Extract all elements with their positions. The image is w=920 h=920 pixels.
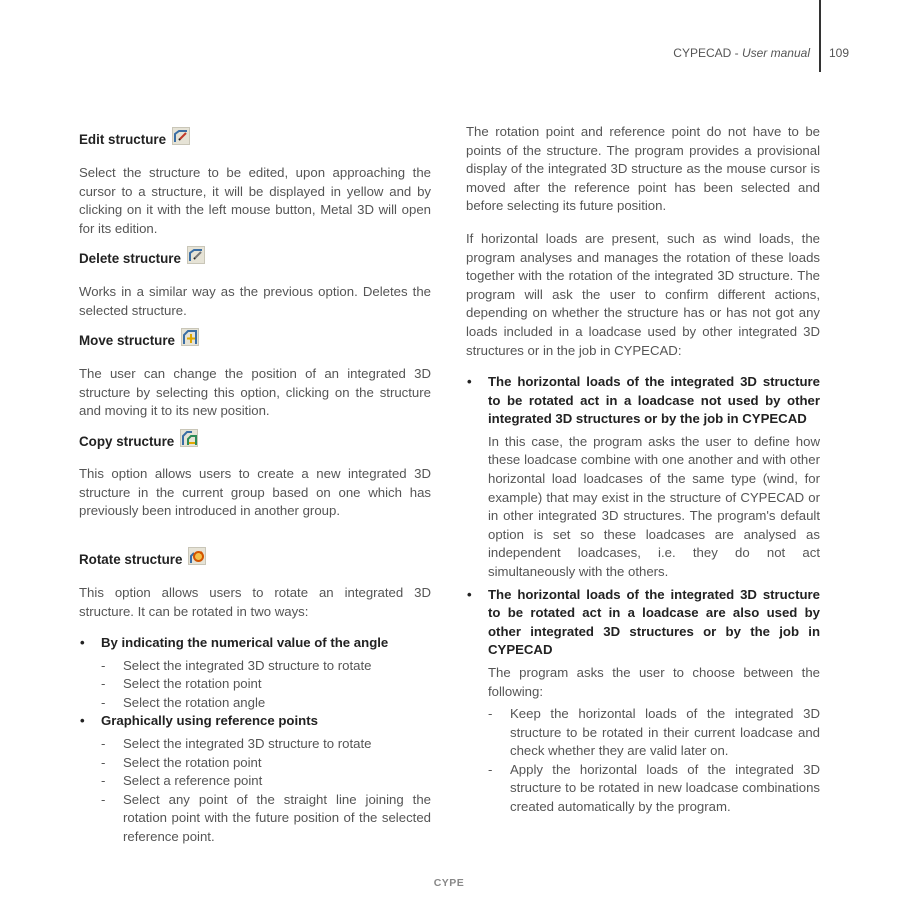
- case-also-used-text: The program asks the user to choose between the following:: [488, 664, 820, 699]
- graphical-steps: [79, 735, 431, 847]
- move-structure-text: The user can change the position of an integrated 3D structure by selecting this option, clicking on the structure and moving it to its new position.: [79, 366, 431, 419]
- copy-structure-heading: [79, 433, 431, 452]
- copy-structure-section: [79, 465, 431, 521]
- numerical-step: - Select the rotation point: [79, 675, 431, 694]
- numerical-steps: [79, 657, 431, 713]
- rotation-point-paragraph: [466, 123, 820, 216]
- rotate-structure-title: Rotate structure: [79, 552, 183, 567]
- load-case-list: [466, 373, 820, 817]
- horizontal-loads-paragraph: [466, 230, 820, 360]
- delete-structure-icon: [187, 246, 205, 264]
- edit-structure-section: [79, 164, 431, 238]
- graphical-step: - Select the integrated 3D structure to rotate: [79, 735, 431, 754]
- move-structure-icon: [181, 328, 199, 346]
- rotate-structure-icon: [188, 547, 206, 565]
- delete-structure-heading: [79, 250, 431, 269]
- delete-structure-title: Delete structure: [79, 251, 181, 266]
- header-product: CYPECAD: [673, 46, 732, 60]
- edit-structure-icon: [172, 127, 190, 145]
- case-not-used-text: In this case, the program asks the user to define how these loadcase combine with one another and with other horizontal load loadcases of the same type (wind, for example) that may exist in the structure of CYPECAD or in other integrated 3D structures. The program's default option is set so these loadcases are analysed as independent loadcases, i.e. they do not act simultaneously with the others.: [488, 433, 820, 579]
- move-structure-title: Move structure: [79, 333, 175, 348]
- rotate-methods-list: [79, 634, 431, 847]
- rotate-method-graphical: • Graphically using reference points: [79, 712, 431, 731]
- option-keep-loads: - Keep the horizontal loads of the integrated 3D structure to be rotated in their current loadcase and check whether they are valid later on.: [466, 705, 820, 761]
- edit-structure-title: Edit structure: [79, 132, 167, 147]
- case-also-used-label: • The horizontal loads of the integrated 3D structure to be rotated act in a loadcase are also used by other integrated 3D structures or by the job in CYPECAD: [466, 586, 820, 660]
- rotate-structure-section: [79, 584, 431, 621]
- graphical-step: - Select the rotation point: [79, 754, 431, 773]
- move-structure-heading: [79, 332, 431, 351]
- rotate-structure-text: This option allows users to rotate an integrated 3D structure. It can be rotated in two ways:: [79, 585, 431, 619]
- edit-structure-text: Select the structure to be edited, upon approaching the cursor to a structure, it will be displayed in yellow and by clicking on it with the left mouse button, Metal 3D will open for its edition.: [79, 165, 431, 236]
- header-manual: User manual: [741, 46, 810, 60]
- move-structure-section: [79, 365, 431, 421]
- header-separator: -: [731, 46, 742, 60]
- numerical-step: - Select the integrated 3D structure to rotate: [79, 657, 431, 676]
- paragraph-text: The rotation point and reference point do not have to be points of the structure. The program provides a provisional display of the integrated 3D structure as the mouse cursor is moved after the reference point has been selected and before selecting its future position.: [466, 124, 820, 214]
- page-number: 109: [829, 46, 850, 60]
- edit-structure-heading: [79, 131, 431, 150]
- case-not-used-label: • The horizontal loads of the integrated 3D structure to be rotated act in a loadcase not used by other integrated 3D structures or by the job in CYPECAD: [466, 373, 820, 429]
- running-header: [673, 46, 810, 60]
- rotate-structure-heading: [79, 551, 431, 570]
- graphical-step: - Select a reference point: [79, 772, 431, 791]
- case-also-used-options: [466, 705, 820, 817]
- header-divider: [819, 0, 821, 72]
- option-apply-new-combinations: - Apply the horizontal loads of the integrated 3D structure to be rotated in new loadcase combinations created automatically by the program.: [466, 761, 820, 817]
- copy-structure-title: Copy structure: [79, 434, 175, 449]
- delete-structure-text: Works in a similar way as the previous option. Deletes the selected structure.: [79, 284, 431, 318]
- copy-structure-text: This option allows users to create a new integrated 3D structure in the current group based on one which has previously been introduced in another group.: [79, 466, 431, 519]
- delete-structure-section: [79, 283, 431, 320]
- graphical-step: - Select any point of the straight line joining the rotation point with the future position of the selected reference point.: [79, 791, 431, 847]
- paragraph-text: If horizontal loads are present, such as wind loads, the program analyses and manages the rotation of these loads together with the rotation of the integrated 3D structure. The program will ask the user to confirm different actions, depending on whether the structure has or has not got any loads included in a loadcase used by other integrated 3D structures or in the job in CYPECAD:: [466, 231, 820, 358]
- copy-structure-icon: [180, 429, 198, 447]
- numerical-step: - Select the rotation angle: [79, 694, 431, 713]
- footer-brand: CYPE: [433, 877, 465, 889]
- rotate-method-numerical: • By indicating the numerical value of the angle: [79, 634, 431, 653]
